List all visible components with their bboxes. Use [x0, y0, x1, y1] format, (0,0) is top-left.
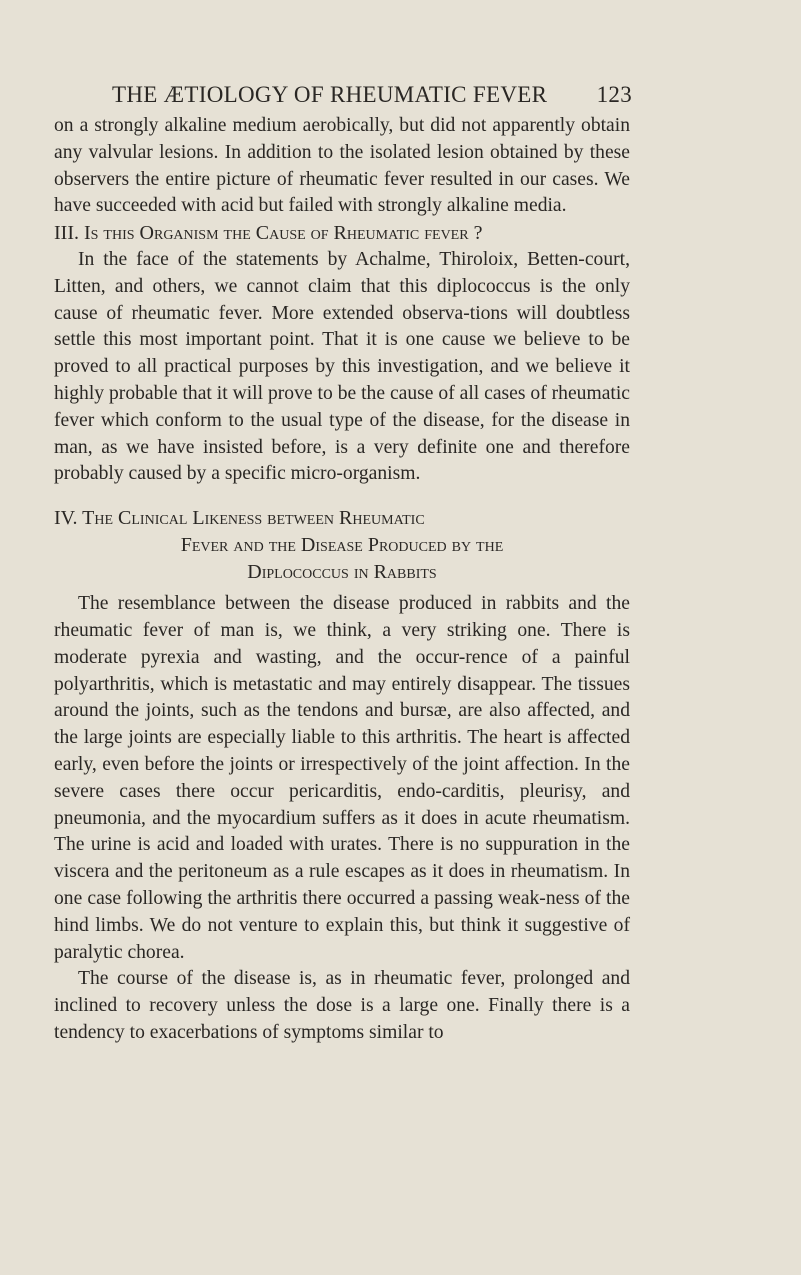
section-heading-iv-line-3: Diplococcus in Rabbits — [247, 561, 437, 584]
paragraph-cause: In the face of the statements by Achalme, Thiroloix, Betten-court, Litten, and others, we cannot claim that this diplococcus is the only cause of rheumatic fever. More extended observa-tions will doubtless settle this most important point. That it is one cause we believe to be proved to all practical purposes by this investigation, and we believe it highly probable that it will prove to be the cause of all cases of rheumatic fever which conform to the usual type of the disease, for the disease in man, as we have insisted before, is a very definite one and therefore probably caused by a specific micro-organism. — [54, 248, 630, 485]
paragraph-course: The course of the disease is, as in rheumatic fever, prolonged and inclined to recovery unless the dose is a large one. Finally there is a tendency to exacerbations of symptoms similar to — [54, 968, 630, 1043]
section-heading-iv-line-2: Fever and the Disease Produced by the — [180, 534, 504, 557]
section-heading-iv-line-1: IV. The Clinical Likeness between Rheumatic — [54, 507, 425, 530]
section-heading-iv — [54, 505, 630, 586]
paragraph-resemblance: The resemblance between the disease produced in rabbits and the rheumatic fever of man is, we think, a very striking one. There is moderate pyrexia and wasting, and the occur-rence of a painful polyarthritis, which is metastatic and may entirely disappear. The tissues around the joints, such as the tendons and bursæ, are also affected, and the large joints are especially liable to this arthritis. The heart is affected early, even before the joints or irrespectively of the joint affection. In the severe cases there occur pericarditis, endo-carditis, pleurisy, and pneumonia, and the myocardium suffers as it does in acute rheumatism. The urine is acid and loaded with urates. There is no suppuration in the viscera and the peritoneum as a rule escapes as it does in rheumatism. In one case following the arthritis there occurred a passing weak-ness of the hind limbs. We do not venture to explain this, but think it suggestive of paralytic chorea. — [54, 593, 630, 963]
running-head-title: THE ÆTIOLOGY OF RHEUMATIC FEVER — [112, 82, 548, 107]
running-head — [112, 82, 632, 108]
page-number: 123 — [596, 82, 632, 107]
body-text — [54, 113, 630, 1047]
paragraph-continuation: on a strongly alkaline medium aerobically, but did not apparently obtain any valvular lesions. In addition to the isolated lesion obtained by these observers the entire picture of rheumatic fever resulted in our cases. We have succeeded with acid but failed with strongly alkaline media. — [54, 115, 630, 217]
section-heading-iii: III. Is this Organism the Cause of Rheumatic fever ? — [54, 222, 483, 245]
